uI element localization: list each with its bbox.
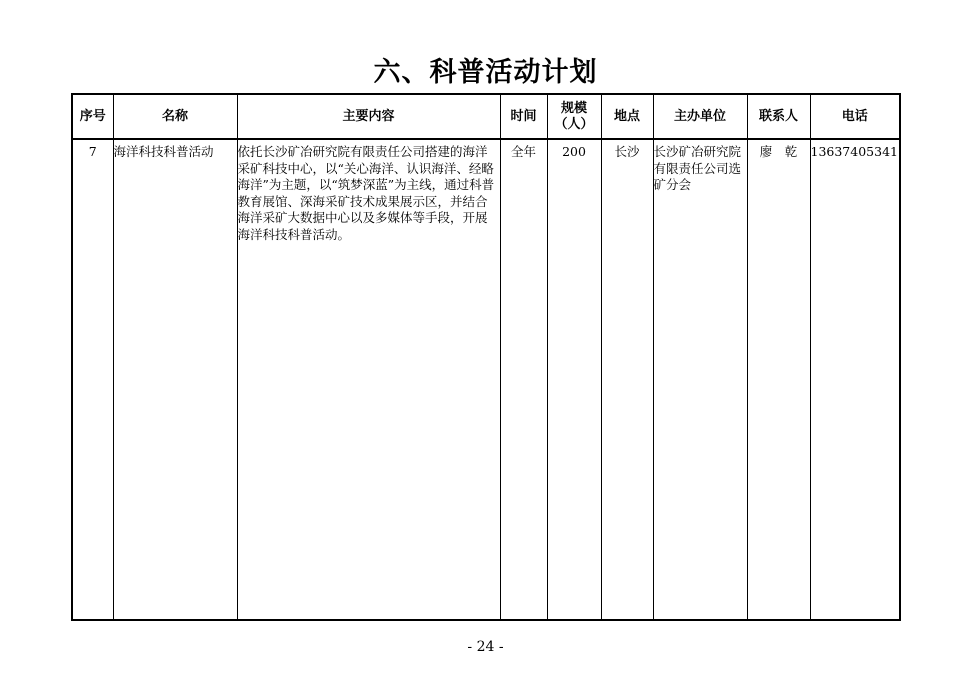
header-content: 主要内容 — [237, 94, 500, 139]
header-scale — [547, 94, 601, 139]
header-location: 地点 — [601, 94, 653, 139]
cell-scale: 200 — [547, 139, 601, 620]
header-organizer: 主办单位 — [653, 94, 747, 139]
activity-plan-table — [71, 93, 901, 621]
header-scale-line1: 规模 — [560, 100, 587, 116]
cell-organizer: 长沙矿冶研究院有限责任公司选矿分会 — [653, 139, 747, 620]
cell-index: 7 — [72, 139, 113, 620]
table-row — [72, 139, 900, 620]
cell-content: 依托长沙矿冶研究院有限责任公司搭建的海洋采矿科技中心，以“关心海洋、认识海洋、经略海洋”为主题，以“筑梦深蓝”为主线，通过科普教育展馆、深海采矿技术成果展示区，并结合海洋采矿大数据中心以及多媒体等手段，开展海洋科技科普活动。 — [237, 139, 500, 620]
header-name: 名称 — [113, 94, 237, 139]
header-phone: 电话 — [810, 94, 900, 139]
page-number: - 24 - — [467, 639, 504, 655]
cell-time: 全年 — [500, 139, 547, 620]
cell-phone: 13637405341 — [810, 139, 900, 620]
cell-location: 长沙 — [601, 139, 653, 620]
page-title: 六、科普活动计划 — [373, 57, 598, 88]
header-time: 时间 — [500, 94, 547, 139]
header-index: 序号 — [72, 94, 113, 139]
cell-name: 海洋科技科普活动 — [113, 139, 237, 620]
table-header-row — [72, 94, 900, 139]
cell-contact: 廖 乾 — [747, 139, 810, 620]
header-contact: 联系人 — [747, 94, 810, 139]
header-scale-line2: （人） — [554, 116, 594, 132]
